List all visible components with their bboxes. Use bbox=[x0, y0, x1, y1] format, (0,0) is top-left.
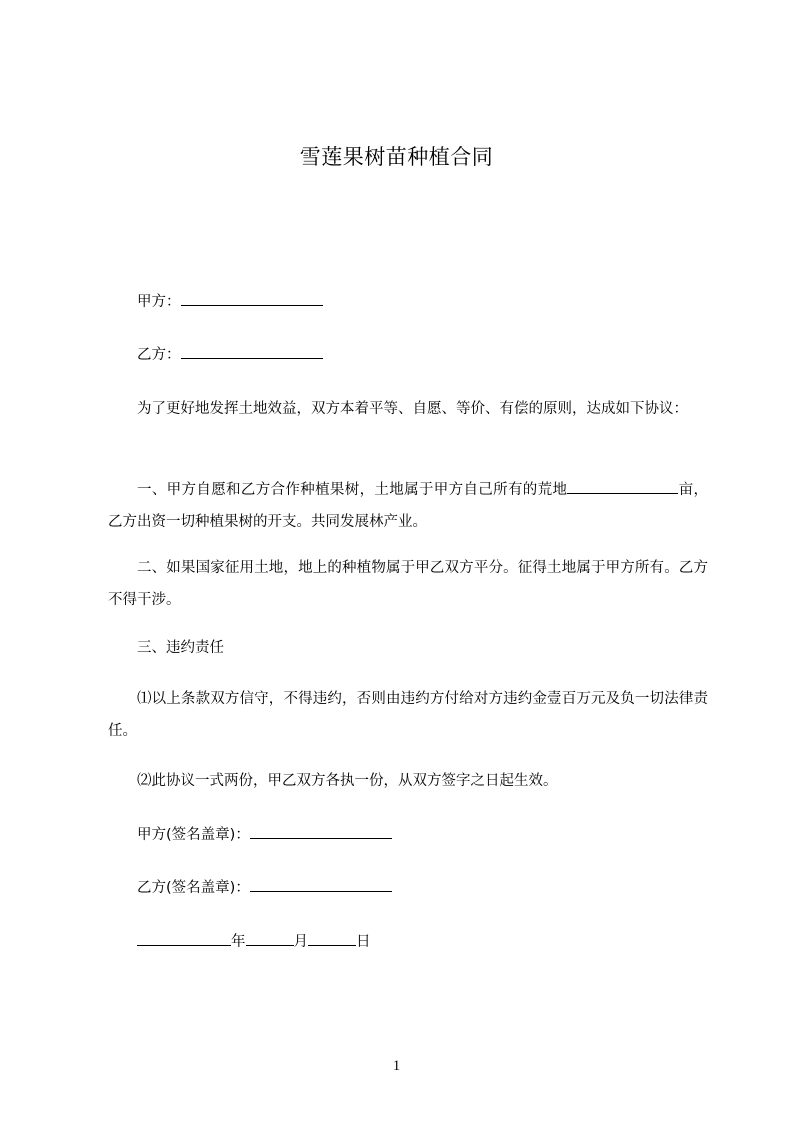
party-a-label: 甲方： bbox=[137, 294, 181, 310]
clause-3-item-1: ⑴以上条款双方信守，不得违约，否则由违约方付给对方违约金壹百万元及负一切法律责任。 bbox=[108, 691, 708, 739]
year-label: 年 bbox=[231, 934, 246, 950]
clause-1-text-a: 一、甲方自愿和乙方合作种植果树，土地属于甲方自己所有的荒地 bbox=[137, 482, 568, 498]
party-b-line bbox=[137, 344, 323, 365]
clause-2-paragraph: 二、如果国家征用土地，地上的种植物属于甲乙双方平分。征得土地属于甲方所有。乙方不得干涉。 bbox=[108, 560, 708, 608]
party-a-line bbox=[137, 291, 323, 312]
sign-b-label: 乙方(签名盖章)： bbox=[137, 880, 250, 896]
page-number: 1 bbox=[392, 1058, 401, 1074]
party-b-label: 乙方： bbox=[137, 347, 181, 363]
year-blank[interactable] bbox=[137, 931, 231, 946]
land-area-blank-2[interactable] bbox=[632, 479, 678, 494]
clause-1-text-b: 亩，乙方出资一切种植果树的开支。共同发展林产业。 bbox=[108, 482, 709, 530]
date-line bbox=[137, 931, 371, 952]
party-b-blank[interactable] bbox=[181, 344, 323, 359]
clause-3-item-2: ⑵此协议一式两份，甲乙双方各执一份，从双方签字之日起生效。 bbox=[137, 773, 558, 789]
clause-3-heading: 三、违约责任 bbox=[137, 640, 224, 656]
sign-b-line bbox=[137, 877, 392, 898]
party-a-blank[interactable] bbox=[181, 291, 323, 306]
sign-b-blank[interactable] bbox=[250, 877, 392, 892]
intro-paragraph: 为了更好地发挥土地效益，双方本着平等、自愿、等价、有偿的原则，达成如下协议： bbox=[137, 401, 688, 417]
document-title: 雪莲果树苗种植合同 bbox=[299, 145, 494, 169]
month-label: 月 bbox=[293, 934, 308, 950]
sign-a-label: 甲方(签名盖章)： bbox=[137, 827, 250, 843]
sign-a-line bbox=[137, 824, 392, 845]
sign-a-blank[interactable] bbox=[250, 824, 392, 839]
day-label: 日 bbox=[356, 934, 371, 950]
day-blank[interactable] bbox=[308, 931, 356, 946]
month-blank[interactable] bbox=[246, 931, 294, 946]
clause-1-paragraph bbox=[108, 474, 708, 538]
